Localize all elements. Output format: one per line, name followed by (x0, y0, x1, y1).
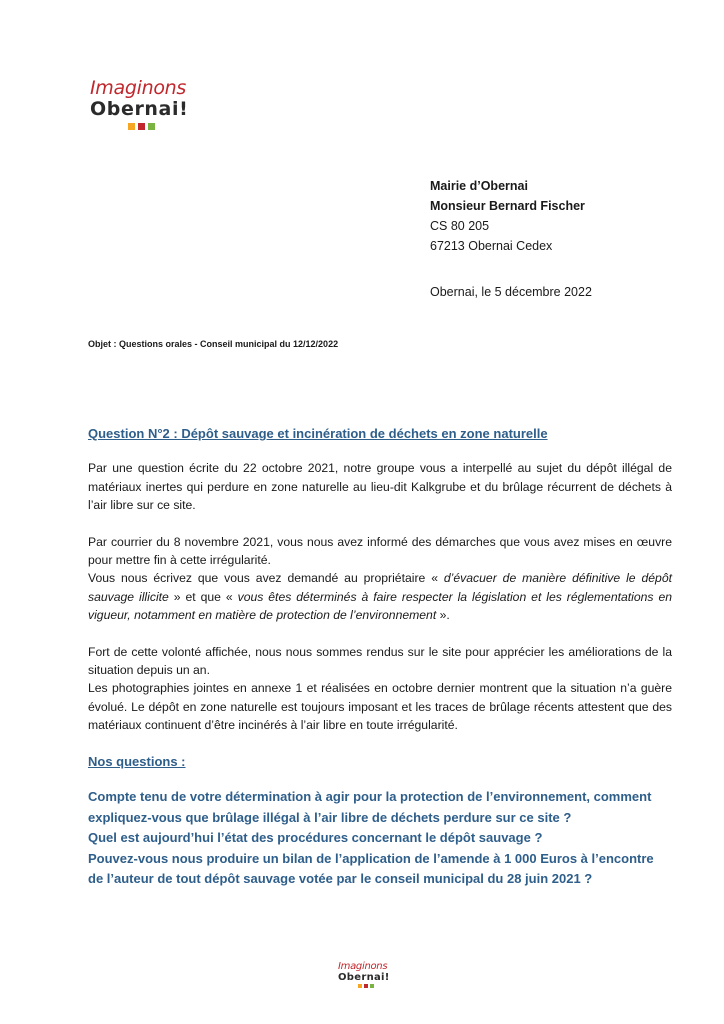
recipient-po-box: CS 80 205 (430, 219, 490, 233)
logo (90, 78, 200, 130)
recipient-address (430, 176, 585, 256)
logo-text-top: Imaginons (90, 77, 187, 99)
recipient-name: Monsieur Bernard Fischer (430, 199, 585, 213)
footer-square-green (370, 984, 374, 988)
question-heading: Question N°2 : Dépôt sauvage et incinération de déchets en zone naturelle (88, 426, 548, 441)
paragraph-3 (88, 643, 672, 735)
p2b-part3: ». (436, 608, 450, 623)
paragraph-2 (88, 533, 672, 625)
p2b-quote1: d’évacuer de manière définitive le dépôt sauvage illicite (88, 571, 672, 604)
paragraph-3b-text: Les photographies jointes en annexe 1 et réalisées en octobre dernier montrent que la situation n’a guère évolué. Le dépôt en zone naturelle est toujours imposant et les traces de brûlage récents attestent que des matériaux continuent d’être incinérés à l’air libre en toute irrégularité. (88, 681, 672, 733)
footer-logo-squares (358, 984, 398, 988)
paragraph-1-text: Par une question écrite du 22 octobre 2021, notre groupe vous a interpellé au sujet du dépôt illégal de matériaux inertes qui perdure en zone naturelle au lieu-dit Kalkgrube et du brûlage récurrent de déchets à l’air libre sur ce site. (88, 461, 672, 513)
letter-body (88, 425, 672, 890)
logo-square-orange (128, 123, 135, 130)
paragraph-1 (88, 459, 672, 514)
recipient-org: Mairie d’Obernai (430, 179, 528, 193)
logo-squares (128, 123, 200, 130)
paragraph-3a-text: Fort de cette volonté affichée, nous nous sommes rendus sur le site pour apprécier les améliorations de la situation depuis un an. (88, 644, 672, 678)
question-3: Pouvez-vous nous produire un bilan de l’application de l’amende à 1 000 Euros à l’encontre de l’auteur de tout dépôt sauvage votée par le conseil municipal du 28 juin 2021 ? (88, 850, 654, 887)
footer-logo-text-bottom: Obernai! (338, 972, 390, 983)
question-2: Quel est aujourd’hui l’état des procédures concernant le dépôt sauvage ? (88, 830, 543, 846)
p2b-quote2: vous êtes déterminés à faire respecter la législation et les réglementations en vigueur, notamment en matière de protection de l’environnement (88, 589, 672, 623)
logo-text-bottom: Obernai! (90, 98, 189, 120)
letter-subject: Objet : Questions orales - Conseil municipal du 12/12/2022 (88, 339, 339, 349)
question-1: Compte tenu de votre détermination à agir pour la protection de l’environnement, comment expliquez-vous que brûlage illégal à l’air libre de déchets perdure sur ce site ? (88, 789, 652, 825)
footer-square-red (364, 984, 368, 988)
paragraph-2b-text (88, 569, 672, 624)
p2b-part1: Vous nous écrivez que vous avez demandé au propriétaire « (88, 571, 444, 586)
questions-heading: Nos questions : (88, 753, 186, 769)
footer-logo-text-top: Imaginons (338, 961, 388, 972)
footer-logo (338, 961, 398, 988)
recipient-city: 67213 Obernai Cedex (430, 239, 553, 253)
logo-square-green (148, 123, 155, 130)
letter-date: Obernai, le 5 décembre 2022 (430, 285, 592, 299)
footer-square-orange (358, 984, 362, 988)
logo-square-red (138, 123, 145, 130)
paragraph-2a-text: Par courrier du 8 novembre 2021, vous nous avez informé des démarches que vous avez mises en œuvre pour mettre fin à cette irrégularité. (88, 534, 672, 568)
p2b-part2: » et que « (168, 589, 238, 604)
